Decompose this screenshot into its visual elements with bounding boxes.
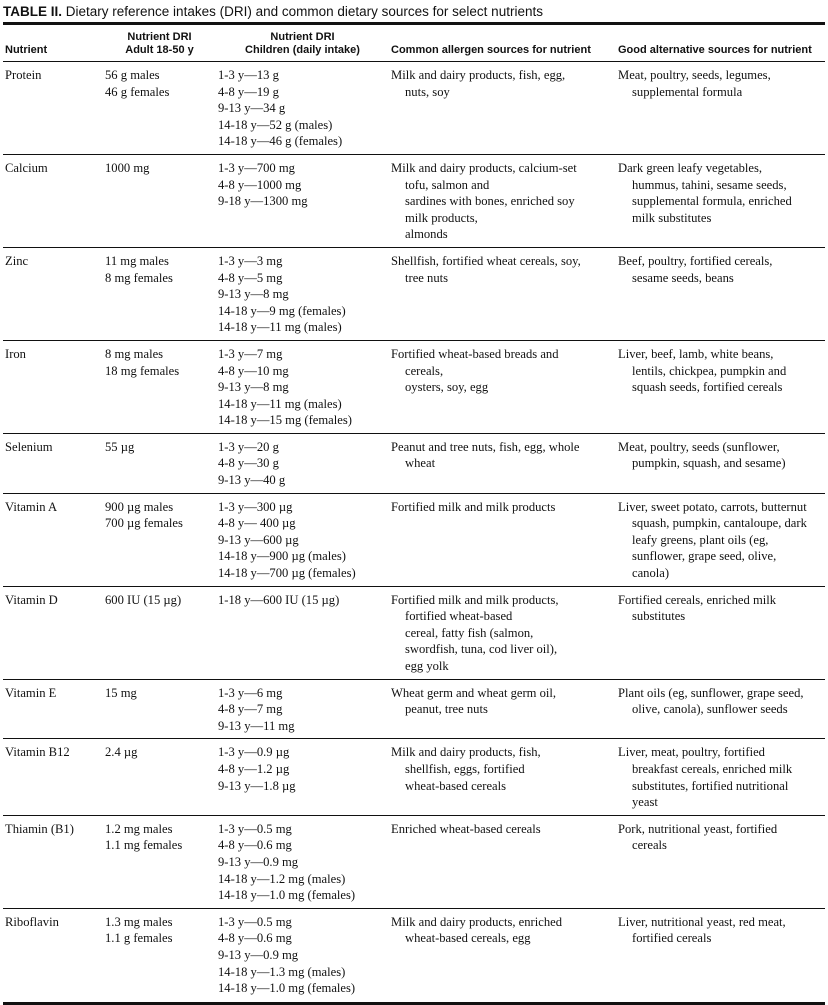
cell-adult: [103, 154, 216, 247]
cell-line: 14-18 y—11 mg (males): [218, 320, 342, 335]
cell-nutrient: [3, 154, 103, 247]
cell-line: 1.3 mg males: [105, 914, 173, 929]
cell-children: [216, 340, 389, 433]
cell-line: oysters, soy, egg: [405, 380, 489, 395]
cell-line: 4-8 y—0.6 mg: [218, 931, 292, 946]
cell-line: Thiamin (B1): [5, 821, 74, 836]
cell-line: 4-8 y—1.2 µg: [218, 761, 290, 776]
cell-line: 9-13 y—8 mg: [218, 287, 289, 302]
cell-line: 900 µg males: [105, 499, 174, 514]
cell-line: Beef, poultry, fortified cereals,: [618, 253, 773, 268]
cell-line: substitutes: [632, 609, 686, 624]
cell-line: 1-18 y—600 IU (15 µg): [218, 592, 340, 607]
cell-children: [216, 154, 389, 247]
cell-line: 9-13 y—8 mg: [218, 380, 289, 395]
cell-line: 14-18 y—9 mg (females): [218, 303, 346, 318]
cell-children: [216, 908, 389, 1000]
cell-line: Liver, sweet potato, carrots, butternut: [618, 499, 807, 514]
cell-line: 9-18 y—1300 mg: [218, 194, 308, 209]
cell-children: [216, 586, 389, 679]
cell-line: Vitamin A: [5, 499, 58, 514]
cell-nutrient: [3, 340, 103, 433]
cell-line: tofu, salmon and: [405, 177, 490, 192]
table-row: [3, 679, 825, 739]
cell-nutrient: [3, 679, 103, 739]
cell-adult: [103, 62, 216, 155]
cell-line: 18 mg females: [105, 363, 180, 378]
cell-allergen: [389, 739, 616, 815]
cell-line: wheat-based cereals, egg: [405, 931, 531, 946]
cell-line: Calcium: [5, 160, 48, 175]
cell-nutrient: [3, 815, 103, 908]
cell-line: 14-18 y—11 mg (males): [218, 396, 342, 411]
cell-line: 8 mg males: [105, 346, 164, 361]
cell-nutrient: [3, 586, 103, 679]
cell-line: 4-8 y—5 mg: [218, 270, 283, 285]
header-line: Adult 18-50 y: [125, 44, 194, 56]
cell-line: Riboflavin: [5, 914, 59, 929]
header-alternative-sources: [616, 25, 825, 62]
cell-line: 4-8 y—1000 mg: [218, 177, 302, 192]
cell-line: Zinc: [5, 253, 29, 268]
cell-allergen: [389, 154, 616, 247]
cell-allergen: [389, 433, 616, 493]
cell-line: 1.1 mg females: [105, 838, 183, 853]
cell-line: 1-3 y—7 mg: [218, 346, 283, 361]
cell-line: 4-8 y—19 g: [218, 84, 279, 99]
table-header: [3, 25, 825, 62]
cell-allergen: [389, 586, 616, 679]
cell-line: 14-18 y—46 g (females): [218, 134, 343, 149]
cell-line: Protein: [5, 68, 42, 82]
cell-adult: [103, 739, 216, 815]
cell-line: 56 g males: [105, 68, 160, 82]
cell-line: 9-13 y—34 g: [218, 101, 286, 116]
cell-alternative: [616, 433, 825, 493]
cell-nutrient: [3, 62, 103, 155]
cell-line: sardines with bones, enriched soy: [405, 194, 575, 209]
cell-alternative: [616, 493, 825, 586]
cell-line: 8 mg females: [105, 270, 173, 285]
document-page: [3, 0, 825, 1005]
cell-line: 55 µg: [105, 439, 135, 454]
cell-line: yeast: [632, 795, 658, 810]
header-line: Nutrient DRI: [270, 31, 335, 43]
cell-line: nuts, soy: [405, 84, 450, 99]
cell-line: Plant oils (eg, sunflower, grape seed,: [618, 685, 804, 700]
cell-line: milk substitutes: [632, 210, 712, 225]
cell-children: [216, 679, 389, 739]
cell-nutrient: [3, 739, 103, 815]
cell-line: Pork, nutritional yeast, fortified: [618, 821, 778, 836]
header-line: Children (daily intake): [245, 44, 360, 56]
cell-alternative: [616, 247, 825, 340]
cell-line: 1.1 g females: [105, 931, 173, 946]
cell-line: canola): [632, 566, 670, 581]
cell-line: supplemental formula, enriched: [632, 194, 792, 209]
cell-allergen: [389, 679, 616, 739]
cell-line: Milk and dairy products, calcium-set: [391, 160, 577, 175]
cell-line: Peanut and tree nuts, fish, egg, whole: [391, 439, 580, 454]
header-row: [3, 25, 825, 62]
cell-children: [216, 739, 389, 815]
cell-line: Milk and dairy products, fish, egg,: [391, 68, 566, 82]
cell-children: [216, 247, 389, 340]
cell-allergen: [389, 62, 616, 155]
cell-line: Vitamin B12: [5, 745, 70, 760]
cell-line: 2.4 µg: [105, 745, 138, 760]
cell-line: 1-3 y—13 g: [218, 68, 279, 82]
cell-line: 1000 mg: [105, 160, 150, 175]
cell-line: Meat, poultry, seeds, legumes,: [618, 68, 771, 82]
cell-allergen: [389, 493, 616, 586]
cell-line: 4-8 y—7 mg: [218, 702, 283, 717]
cell-line: milk products,: [405, 210, 478, 225]
cell-allergen: [389, 247, 616, 340]
cell-line: sesame seeds, beans: [632, 270, 734, 285]
cell-adult: [103, 493, 216, 586]
header-line: Good alternative sources for nutrient: [618, 44, 812, 56]
bottom-rule: [3, 1002, 825, 1005]
cell-line: 14-18 y—700 µg (females): [218, 566, 356, 581]
cell-adult: [103, 679, 216, 739]
nutrient-table: [3, 25, 825, 1001]
cell-line: Fortified wheat-based breads and: [391, 346, 559, 361]
cell-adult: [103, 433, 216, 493]
cell-line: Milk and dairy products, enriched: [391, 914, 563, 929]
cell-line: 9-13 y—600 µg: [218, 532, 299, 547]
cell-line: 1-3 y—3 mg: [218, 253, 283, 268]
cell-alternative: [616, 62, 825, 155]
table-title: [3, 0, 825, 22]
header-adult-dri: [103, 25, 216, 62]
cell-adult: [103, 586, 216, 679]
cell-line: 14-18 y—1.0 mg (females): [218, 981, 356, 996]
cell-line: wheat: [405, 456, 436, 471]
table-row: [3, 739, 825, 815]
cell-children: [216, 433, 389, 493]
table-row: [3, 908, 825, 1000]
cell-line: 14-18 y—1.3 mg (males): [218, 964, 346, 979]
cell-alternative: [616, 154, 825, 247]
cell-line: fortified wheat-based: [405, 609, 513, 624]
cell-adult: [103, 247, 216, 340]
table-caption: Dietary reference intakes (DRI) and common dietary sources for select nutrients: [65, 4, 543, 19]
cell-line: cereal, fatty fish (salmon,: [405, 625, 534, 640]
cell-alternative: [616, 340, 825, 433]
table-row: [3, 433, 825, 493]
cell-line: 14-18 y—1.2 mg (males): [218, 871, 346, 886]
cell-line: fortified cereals: [632, 931, 712, 946]
table-row: [3, 493, 825, 586]
cell-line: Enriched wheat-based cereals: [391, 821, 541, 836]
header-line: Nutrient DRI: [127, 31, 192, 43]
cell-line: leafy greens, plant oils (eg,: [632, 532, 769, 547]
cell-line: squash, pumpkin, cantaloupe, dark: [632, 516, 807, 531]
cell-line: 9-13 y—1.8 µg: [218, 778, 296, 793]
table-row: [3, 247, 825, 340]
table-row: [3, 340, 825, 433]
cell-line: 14-18 y—15 mg (females): [218, 413, 352, 428]
cell-line: 1-3 y—6 mg: [218, 685, 283, 700]
cell-line: Fortified milk and milk products,: [391, 592, 559, 607]
cell-alternative: [616, 586, 825, 679]
cell-line: 1-3 y—700 mg: [218, 160, 295, 175]
cell-line: 600 IU (15 µg): [105, 592, 182, 607]
cell-line: pumpkin, squash, and sesame): [632, 456, 786, 471]
cell-alternative: [616, 815, 825, 908]
cell-line: 1.2 mg males: [105, 821, 173, 836]
cell-line: 700 µg females: [105, 516, 183, 531]
cell-line: Dark green leafy vegetables,: [618, 160, 763, 175]
table-row: [3, 154, 825, 247]
cell-allergen: [389, 340, 616, 433]
table-row: [3, 586, 825, 679]
cell-line: Vitamin D: [5, 592, 58, 607]
cell-line: substitutes, fortified nutritional: [632, 778, 789, 793]
cell-line: olive, canola), sunflower seeds: [632, 702, 788, 717]
cell-line: almonds: [405, 227, 448, 242]
cell-adult: [103, 815, 216, 908]
cell-line: 4-8 y—10 mg: [218, 363, 289, 378]
cell-line: shellfish, eggs, fortified: [405, 761, 525, 776]
cell-alternative: [616, 739, 825, 815]
cell-line: hummus, tahini, sesame seeds,: [632, 177, 787, 192]
cell-line: Iron: [5, 346, 26, 361]
cell-line: lentils, chickpea, pumpkin and: [632, 363, 787, 378]
header-line: Nutrient: [5, 44, 48, 56]
cell-line: supplemental formula: [632, 84, 743, 99]
cell-line: 4-8 y—30 g: [218, 456, 279, 471]
header-children-dri: [216, 25, 389, 62]
cell-nutrient: [3, 433, 103, 493]
cell-line: 15 mg: [105, 685, 137, 700]
cell-line: 9-13 y—40 g: [218, 473, 286, 488]
cell-line: 1-3 y—300 µg: [218, 499, 293, 514]
cell-line: egg yolk: [405, 659, 449, 673]
cell-line: tree nuts: [405, 270, 449, 285]
cell-line: Selenium: [5, 439, 53, 454]
table-row: [3, 815, 825, 908]
cell-allergen: [389, 908, 616, 1000]
cell-line: Vitamin E: [5, 685, 57, 700]
cell-line: 14-18 y—52 g (males): [218, 117, 333, 132]
cell-line: cereals: [632, 838, 667, 853]
cell-line: 14-18 y—1.0 mg (females): [218, 888, 356, 903]
cell-nutrient: [3, 908, 103, 1000]
cell-adult: [103, 908, 216, 1000]
cell-line: Liver, beef, lamb, white beans,: [618, 346, 774, 361]
cell-line: 1-3 y—20 g: [218, 439, 279, 454]
cell-alternative: [616, 908, 825, 1000]
cell-children: [216, 815, 389, 908]
header-nutrient: [3, 25, 103, 62]
cell-line: 1-3 y—0.9 µg: [218, 745, 290, 760]
cell-line: peanut, tree nuts: [405, 702, 488, 717]
cell-line: breakfast cereals, enriched milk: [632, 761, 793, 776]
cell-line: Liver, nutritional yeast, red meat,: [618, 914, 786, 929]
table-body: [3, 62, 825, 1001]
cell-line: 1-3 y—0.5 mg: [218, 821, 292, 836]
header-line: Common allergen sources for nutrient: [391, 44, 591, 56]
cell-alternative: [616, 679, 825, 739]
cell-line: Liver, meat, poultry, fortified: [618, 745, 765, 760]
cell-line: 14-18 y—900 µg (males): [218, 549, 346, 564]
cell-line: 4-8 y—0.6 mg: [218, 838, 292, 853]
cell-line: 9-13 y—0.9 mg: [218, 947, 299, 962]
cell-line: squash seeds, fortified cereals: [632, 380, 783, 395]
table-label: TABLE II.: [3, 4, 62, 19]
cell-line: Shellfish, fortified wheat cereals, soy,: [391, 253, 581, 268]
cell-line: 11 mg males: [105, 253, 169, 268]
table-row: [3, 62, 825, 155]
cell-nutrient: [3, 247, 103, 340]
header-allergen-sources: [389, 25, 616, 62]
cell-line: cereals,: [405, 363, 444, 378]
cell-line: 9-13 y—11 mg: [218, 718, 295, 733]
cell-children: [216, 62, 389, 155]
cell-line: swordfish, tuna, cod liver oil),: [405, 642, 558, 657]
cell-line: Wheat germ and wheat germ oil,: [391, 685, 557, 700]
cell-line: Milk and dairy products, fish,: [391, 745, 541, 760]
cell-children: [216, 493, 389, 586]
cell-line: wheat-based cereals: [405, 778, 507, 793]
cell-line: 1-3 y—0.5 mg: [218, 914, 292, 929]
cell-nutrient: [3, 493, 103, 586]
cell-adult: [103, 340, 216, 433]
cell-line: 9-13 y—0.9 mg: [218, 854, 299, 869]
cell-allergen: [389, 815, 616, 908]
cell-line: sunflower, grape seed, olive,: [632, 549, 777, 564]
cell-line: Fortified cereals, enriched milk: [618, 592, 777, 607]
cell-line: Meat, poultry, seeds (sunflower,: [618, 439, 780, 454]
cell-line: 46 g females: [105, 84, 170, 99]
cell-line: Fortified milk and milk products: [391, 499, 556, 514]
cell-line: 4-8 y— 400 µg: [218, 516, 296, 531]
